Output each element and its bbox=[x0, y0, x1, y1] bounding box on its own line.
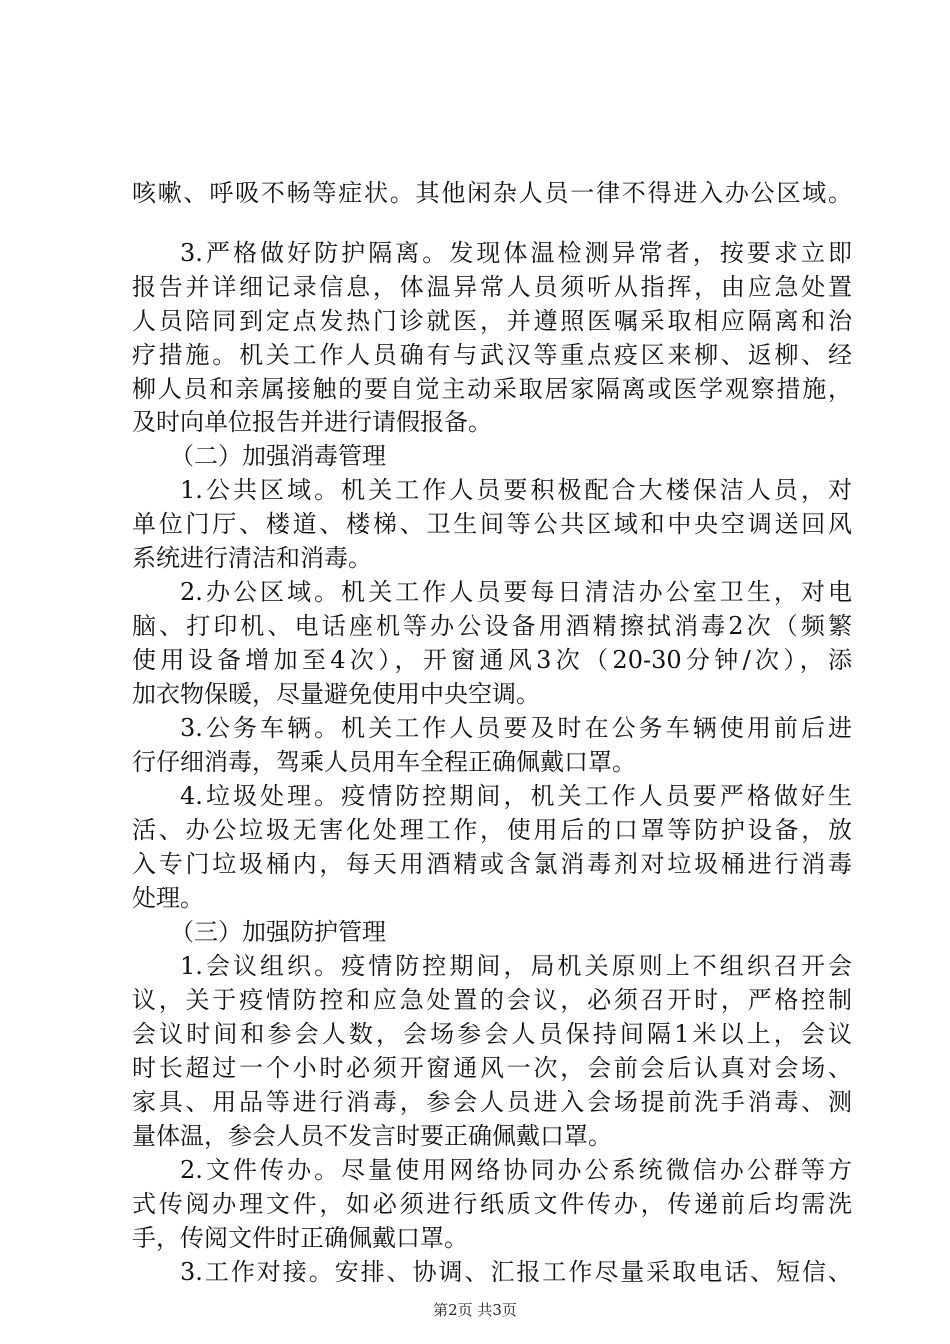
text-line-18: 4.垃圾处理。疫情防控期间，机关工作人员要严格做好生 bbox=[180, 782, 852, 810]
text-line-14: 使用设备增加至4次），开窗通风3次（20-30分钟/次），添 bbox=[132, 646, 852, 674]
section-heading-2: （二）加强消毒管理 bbox=[170, 442, 386, 470]
text-line-20: 入专门垃圾桶内，每天用酒精或含氯消毒剂对垃圾桶进行消毒 bbox=[132, 850, 852, 878]
text-line-23: 1.会议组织。疫情防控期间，局机关原则上不组织召开会 bbox=[180, 952, 852, 980]
text-line-13: 脑、打印机、电话座机等办公设备用酒精擦拭消毒2次（频繁 bbox=[132, 612, 852, 640]
text-line-24: 议，关于疫情防控和应急处置的会议，必须召开时，严格控制 bbox=[132, 986, 852, 1014]
text-line-21: 处理。 bbox=[132, 884, 204, 912]
text-line-32: 3.工作对接。安排、协调、汇报工作尽量采取电话、短信、 bbox=[180, 1258, 852, 1286]
text-line-6: 柳人员和亲属接触的要自觉主动采取居家隔离或医学观察措施， bbox=[132, 375, 852, 403]
text-line-31: 手，传阅文件时正确佩戴口罩。 bbox=[132, 1224, 468, 1252]
text-line-29: 2.文件传办。尽量使用网络协同办公系统微信办公群等方 bbox=[180, 1156, 852, 1184]
text-line-12: 2.办公区域。机关工作人员要每日清洁办公室卫生，对电 bbox=[180, 578, 852, 606]
text-line-25: 会议时间和参会人数，会场参会人员保持间隔1米以上，会议 bbox=[132, 1020, 852, 1048]
text-line-16: 3.公务车辆。机关工作人员要及时在公务车辆使用前后进 bbox=[180, 714, 852, 742]
text-line-26: 时长超过一个小时必须开窗通风一次，会前会后认真对会场、 bbox=[132, 1054, 852, 1082]
text-line-28: 量体温，参会人员不发言时要正确佩戴口罩。 bbox=[132, 1122, 612, 1150]
text-line-10: 单位门厅、楼道、楼梯、卫生间等公共区域和中央空调送回风 bbox=[132, 510, 852, 538]
text-line-4: 人员陪同到定点发热门诊就医，并遵照医嘱采取相应隔离和治 bbox=[132, 307, 852, 335]
text-line-11: 系统进行清洁和消毒。 bbox=[132, 544, 372, 572]
text-line-19: 活、办公垃圾无害化处理工作，使用后的口罩等防护设备，放 bbox=[132, 816, 852, 844]
text-line-1: 咳嗽、呼吸不畅等症状。其他闲杂人员一律不得进入办公区域。 bbox=[132, 179, 852, 207]
text-line-7: 及时向单位报告并进行请假报备。 bbox=[132, 408, 492, 436]
text-line-3: 报告并详细记录信息，体温异常人员须听从指挥，由应急处置 bbox=[132, 273, 852, 301]
text-line-2: 3.严格做好防护隔离。发现体温检测异常者，按要求立即 bbox=[180, 239, 852, 267]
text-line-15: 加衣物保暖，尽量避免使用中央空调。 bbox=[132, 680, 540, 708]
page-number-footer: 第2页 共3页 bbox=[433, 1301, 517, 1319]
text-line-30: 式传阅办理文件，如必须进行纸质文件传办，传递前后均需洗 bbox=[132, 1190, 852, 1218]
text-line-27: 家具、用品等进行消毒，参会人员进入会场提前洗手消毒、测 bbox=[132, 1088, 852, 1116]
text-line-17: 行仔细消毒，驾乘人员用车全程正确佩戴口罩。 bbox=[132, 748, 636, 776]
text-line-5: 疗措施。机关工作人员确有与武汉等重点疫区来柳、返柳、经 bbox=[132, 341, 852, 369]
section-heading-3: （三）加强防护管理 bbox=[170, 918, 386, 946]
text-line-9: 1.公共区域。机关工作人员要积极配合大楼保洁人员，对 bbox=[180, 476, 852, 504]
